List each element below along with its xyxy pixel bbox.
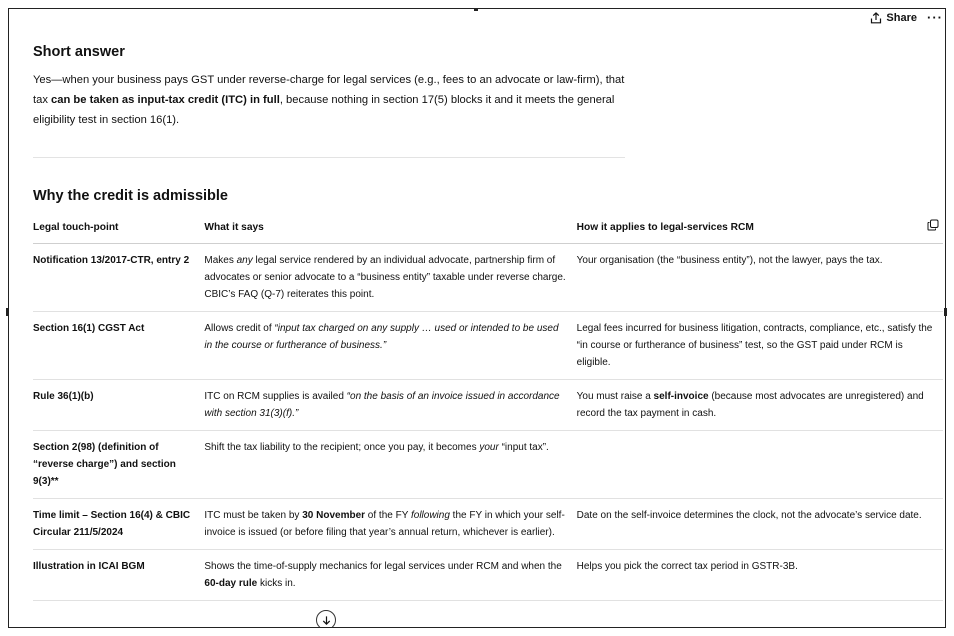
cell-text: the FY in which your self-invoice is issued (or before filing that year’s annual return, whichever is earlier).	[204, 510, 565, 538]
table-row	[33, 312, 943, 380]
cell-how-it-applies	[577, 244, 943, 312]
cell-touch-point: Illustration in ICAI BGM	[33, 550, 204, 601]
cell-how-it-applies	[577, 499, 943, 550]
cell-text: kicks in.	[257, 578, 296, 589]
paragraph-text: , because nothing in section 17(5) blocks it and it meets the general eligibility test in section 16(1).	[33, 94, 615, 126]
cell-touch-point: Notification 13/2017-CTR, entry 2	[33, 244, 204, 312]
cell-what-it-says	[204, 431, 576, 499]
cell-text: You must raise a	[576, 391, 654, 402]
table-row	[33, 244, 943, 312]
cell-how-it-applies	[577, 431, 943, 499]
table-row	[33, 499, 943, 550]
paragraph-text: Yes—when your business pays GST under reverse-charge for legal services (e.g., fees to an advocate or law-firm), that tax	[33, 74, 625, 106]
top-bar	[9, 9, 945, 35]
cell-text: Your organisation (the “business entity”), not the lawyer, pays the tax.	[576, 255, 883, 266]
arrow-down-icon	[321, 615, 332, 626]
cell-touch-point: Rule 36(1)(b)	[33, 380, 204, 431]
table-row	[33, 431, 943, 499]
cell-text: Helps you pick the correct tax period in GSTR-3B.	[576, 561, 798, 572]
share-icon	[870, 12, 882, 24]
cell-text: any	[236, 255, 253, 266]
share-label: Share	[886, 12, 917, 24]
cell-text: legal service rendered by an individual advocate, partnership firm of advocates or senior advocate to a “business entity” taxable under reverse charge. CBIC’s FAQ (Q-7) reiterates this point.	[204, 255, 566, 300]
cell-how-it-applies	[577, 312, 943, 380]
cell-text: ITC on RCM supplies is availed	[204, 391, 347, 402]
more-options-button[interactable]: ···	[927, 10, 943, 25]
share-button[interactable]	[870, 12, 917, 24]
cell-touch-point: Section 2(98) (definition of “reverse charge”) and section 9(3)**	[33, 431, 204, 499]
section-divider	[33, 157, 625, 158]
cell-text: Legal fees incurred for business litigation, contracts, compliance, etc., satisfy the “in course or furtherance of business” test, so the GST paid under RCM is eligible.	[576, 323, 933, 368]
cell-text: your	[479, 442, 499, 453]
cell-what-it-says	[204, 312, 576, 380]
cell-text: 30 November	[302, 510, 366, 521]
admissibility-table	[33, 219, 943, 601]
cell-text: Allows credit of	[204, 323, 275, 334]
chat-window	[8, 8, 946, 628]
cell-text: self-invoice	[653, 391, 709, 402]
cell-what-it-says	[204, 244, 576, 312]
short-answer-paragraph	[33, 70, 633, 130]
cell-how-it-applies	[577, 550, 943, 601]
cell-text: 60-day rule	[204, 578, 258, 589]
table-row	[33, 380, 943, 431]
cell-what-it-says	[204, 499, 576, 550]
header-how-it-applies: How it applies to legal-services RCM	[577, 219, 943, 244]
cell-touch-point: Section 16(1) CGST Act	[33, 312, 204, 380]
window-edge-handle	[6, 308, 9, 316]
short-answer-heading: Short answer	[33, 44, 125, 60]
cell-text: “input tax charged on any supply … used or intended to be used in the course or furtherance of business.”	[204, 323, 559, 351]
cell-what-it-says	[204, 380, 576, 431]
cell-text: “on the basis of an invoice issued in accordance with section 31(3)(f).”	[204, 391, 560, 419]
cell-text: of the FY	[365, 510, 411, 521]
why-heading: Why the credit is admissible	[33, 188, 228, 204]
cell-what-it-says	[204, 550, 576, 601]
header-touch-point: Legal touch-point	[33, 219, 204, 244]
cell-text: (because most advocates are unregistered) and record the tax payment in cash.	[576, 391, 924, 419]
cell-text: Makes	[204, 255, 237, 266]
paragraph-bold-text: can be taken as input-tax credit (ITC) in full	[51, 94, 280, 106]
cell-text: Date on the self-invoice determines the clock, not the advocate’s service date.	[576, 510, 922, 521]
cell-text: “input tax”.	[498, 442, 549, 453]
cell-text: Shift the tax liability to the recipient; once you pay, it becomes	[204, 442, 480, 453]
header-what-it-says: What it says	[204, 219, 576, 244]
cell-touch-point: Time limit – Section 16(4) & CBIC Circular 211/5/2024	[33, 499, 204, 550]
scroll-down-button[interactable]	[316, 610, 336, 628]
cell-text: ITC must be taken by	[204, 510, 303, 521]
table-row	[33, 550, 943, 601]
window-edge-handle	[944, 308, 947, 316]
cell-how-it-applies	[577, 380, 943, 431]
cell-text: Shows the time-of-supply mechanics for legal services under RCM and when the	[204, 561, 562, 572]
table-header-row	[33, 219, 943, 244]
cell-text: following	[410, 510, 450, 521]
